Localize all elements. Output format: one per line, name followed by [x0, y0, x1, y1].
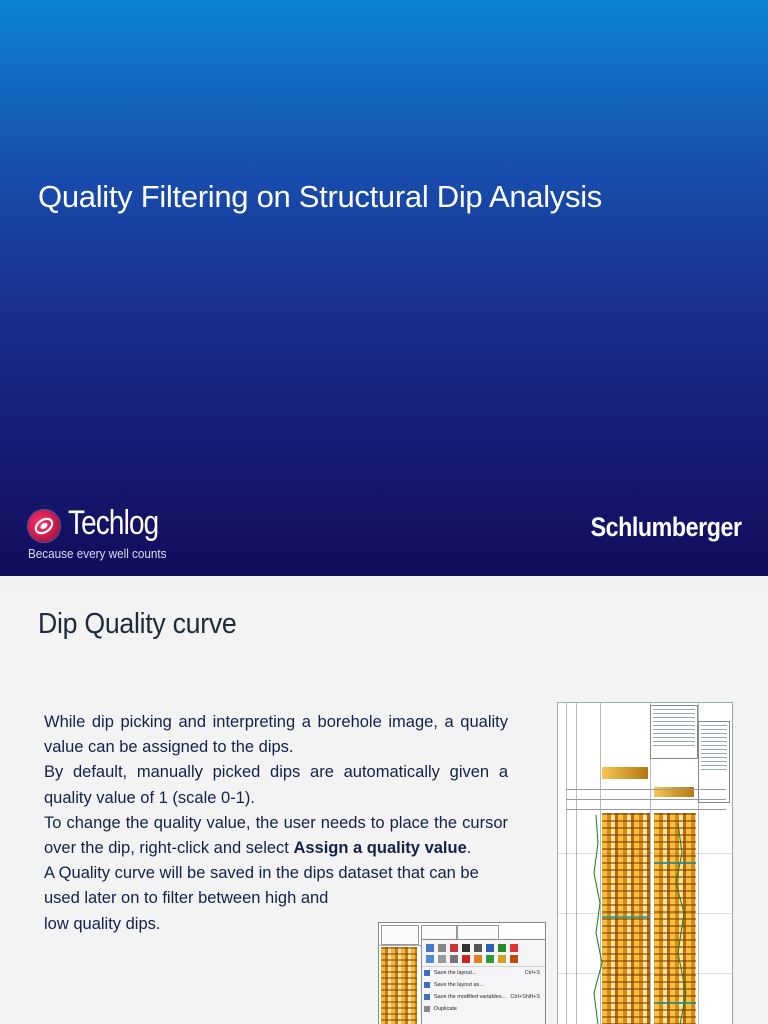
pen-icon[interactable] [486, 955, 494, 963]
paragraph-1: While dip picking and interpreting a borehole image, a quality value can be assigned to the dips. [44, 713, 508, 757]
columns-icon[interactable] [438, 955, 446, 963]
menu-item-save-layout[interactable]: Save the layout... Ctrl+S [422, 967, 546, 979]
slide-heading: Dip Quality curve [38, 608, 237, 640]
brush-icon[interactable] [498, 955, 506, 963]
context-menu[interactable] [421, 939, 546, 1024]
paragraph-4a: A Quality curve will be saved in the dips dataset that can be [44, 864, 479, 883]
export-icon[interactable] [498, 944, 506, 952]
grid-icon[interactable] [426, 944, 434, 952]
context-menu-screenshot [378, 922, 546, 1024]
flag-icon[interactable] [474, 955, 482, 963]
techlog-wordmark: Techlog [68, 504, 159, 542]
rows-icon[interactable] [450, 955, 458, 963]
slide-body [44, 710, 508, 937]
context-menu-toolbar [422, 940, 546, 967]
table-icon[interactable] [426, 955, 434, 963]
marker-icon[interactable] [462, 955, 470, 963]
quality-curve-trace [558, 703, 732, 1024]
paragraph-2: By default, manually picked dips are automatically given a quality value of 1 (scale 0-1). [44, 763, 508, 807]
layout-icon[interactable] [438, 944, 446, 952]
save-as-icon [424, 982, 430, 988]
assign-quality-emphasis: Assign a quality value [293, 839, 467, 858]
save-icon [424, 970, 430, 976]
content-slide [0, 588, 768, 1024]
schlumberger-wordmark: Schlumberger [591, 512, 742, 542]
borehole-image-log-figure [557, 702, 733, 1024]
chart-icon[interactable] [450, 944, 458, 952]
techlog-swirl-icon [28, 510, 60, 542]
menu-item-save-layout-as[interactable]: Save the layout as... [422, 979, 546, 991]
paragraph-4b: used later on to filter between high and low quality dips. [44, 889, 329, 933]
tool-icon[interactable] [510, 955, 518, 963]
techlog-tagline: Because every well counts [28, 546, 167, 561]
paragraph-3-text: To change the quality value, the user needs to place the cursor over the dip, right-click and select [44, 813, 508, 858]
delete-icon[interactable] [510, 944, 518, 952]
text-icon[interactable] [462, 944, 470, 952]
menu-item-duplicate[interactable]: Duplicate [422, 1003, 546, 1015]
save-variables-icon [424, 994, 430, 1000]
paragraph-3-end: . [466, 839, 472, 858]
menu-item-save-modified[interactable]: Save the modified variables... Ctrl+Shift+S [422, 991, 546, 1003]
camera-icon[interactable] [474, 944, 482, 952]
paragraph-3 [44, 811, 508, 861]
print-icon[interactable] [486, 944, 494, 952]
slide-title: Quality Filtering on Structural Dip Analysis [38, 179, 602, 214]
mini-image-track [381, 947, 417, 1024]
duplicate-icon [424, 1006, 430, 1012]
